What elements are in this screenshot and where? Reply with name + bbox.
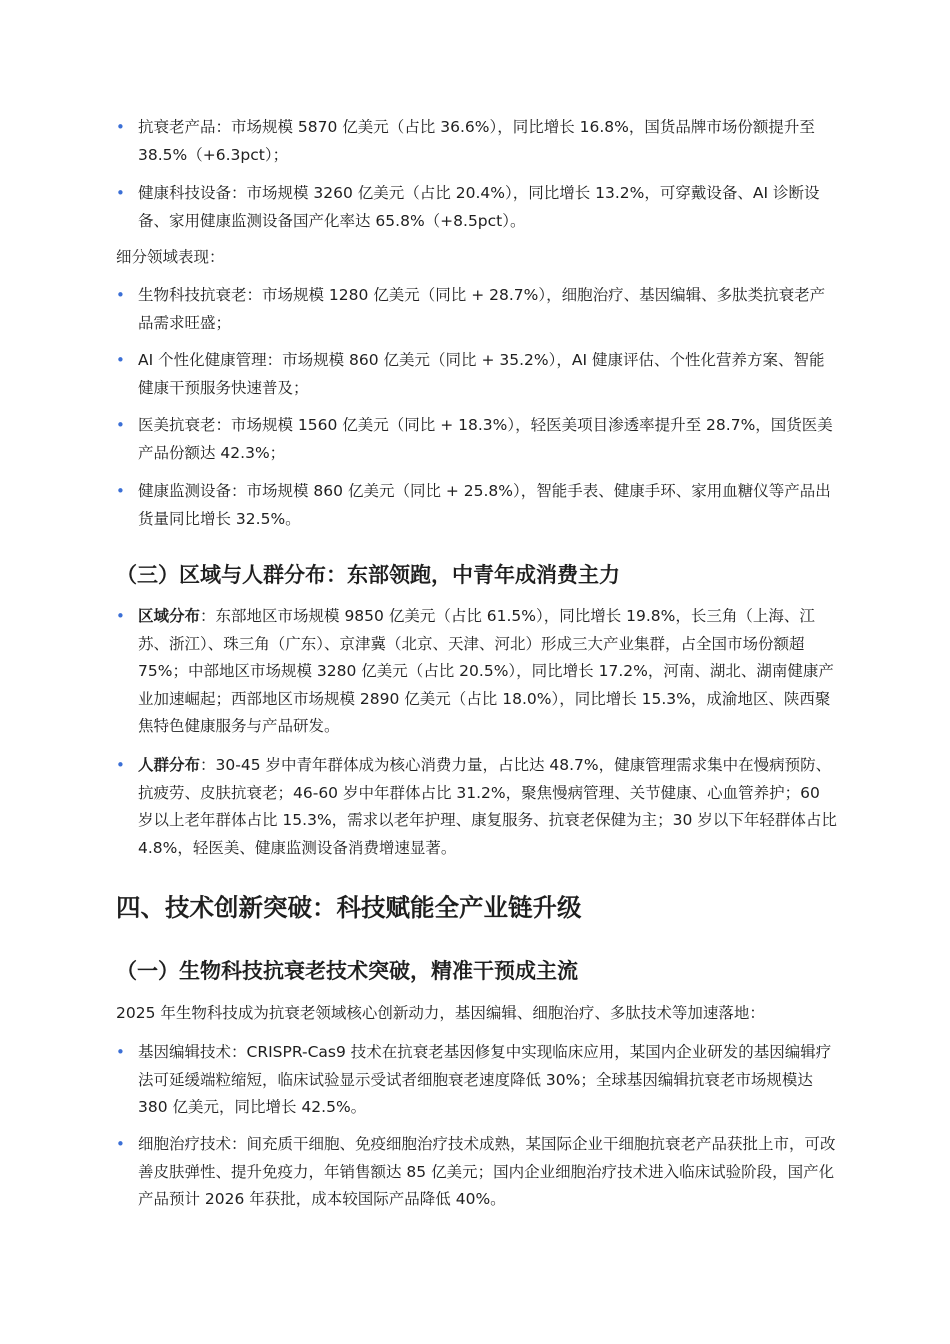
section-heading-regional: （三）区域与人群分布：东部领跑，中青年成消费主力 [116, 563, 620, 587]
list-item-text: 健康科技设备：市场规模 3260 亿美元（占比 20.4%），同比增长 13.2%，可穿戴设备、AI 诊断设备、家用健康监测设备国产化率达 65.8%（+8.5pct）。 [138, 184, 820, 230]
section-heading-biotech: （一）生物科技抗衰老技术突破，精准干预成主流 [116, 959, 578, 983]
bullet-icon: • [116, 607, 125, 625]
section-intro: 2025 年生物科技成为抗衰老领域核心创新动力，基因编辑、细胞治疗、多肽技术等加速落地： [116, 1004, 765, 1022]
list-item-text: ：东部地区市场规模 9850 亿美元（占比 61.5%），同比增长 19.8%，长三角（上海、江苏、浙江）、珠三角（广东）、京津冀（北京、天津、河北）形成三大产业集群，占全国市场份额超 75%；中部地区市场规模 3280 亿美元（占比 20.5%），同比增长 17.2%，河南、湖北、湖南健康产业加速崛起；西部地区市场规模 2890 亿美元（占比 18.0%），同比增长 15.3%，成渝地区、陕西聚焦特色健康服务与产品研发。 [138, 607, 834, 735]
list-item-text: 健康监测设备：市场规模 860 亿美元（同比 + 25.8%），智能手表、健康手环、家用血糖仪等产品出货量同比增长 32.5%。 [138, 482, 831, 528]
bullet-icon: • [116, 184, 125, 202]
list-item [116, 412, 838, 467]
segment-intro: 细分领域表现： [116, 248, 225, 266]
list-item [116, 603, 838, 741]
list-item-text: ：30-45 岁中青年群体成为核心消费力量，占比达 48.7%，健康管理需求集中在慢病预防、抗疲劳、皮肤抗衰老；46-60 岁中年群体占比 31.2%，聚焦慢病管理、关节健康、心血管养护；60 岁以上老年群体占比 15.3%，需求以老年护理、康复服务、抗衰老保健为主；30 岁以下年轻群体占比 4.8%，轻医美、健康监测设备消费增速显著。 [138, 756, 837, 857]
bullet-icon: • [116, 482, 125, 500]
list-item-text: 细胞治疗技术：间充质干细胞、免疫细胞治疗技术成熟，某国际企业干细胞抗衰老产品获批上市，可改善皮肤弹性、提升免疫力，年销售额达 85 亿美元；国内企业细胞治疗技术进入临床试验阶段，国产化产品预计 2026 年获批，成本较国际产品降低 40%。 [138, 1135, 836, 1208]
list-item [116, 1131, 838, 1214]
chapter-heading-tech-innovation: 四、技术创新突破：科技赋能全产业链升级 [116, 893, 582, 922]
list-item [116, 347, 838, 402]
list-item [116, 478, 838, 533]
list-item [116, 180, 838, 235]
list-item [116, 282, 838, 337]
bullet-icon: • [116, 1135, 125, 1153]
list-item-text: 抗衰老产品：市场规模 5870 亿美元（占比 36.6%），同比增长 16.8%，国货品牌市场份额提升至 38.5%（+6.3pct）； [138, 118, 815, 164]
list-item-text: 基因编辑技术：CRISPR-Cas9 技术在抗衰老基因修复中实现临床应用，某国内企业研发的基因编辑疗法可延缓端粒缩短，临床试验显示受试者细胞衰老速度降低 30%；全球基因编辑抗衰老市场规模达 380 亿美元，同比增长 42.5%。 [138, 1043, 832, 1116]
bullet-icon: • [116, 118, 125, 136]
list-item [116, 752, 838, 862]
list-item-label: 区域分布 [138, 607, 201, 625]
list-item-label: 人群分布 [138, 756, 201, 774]
list-item-text: AI 个性化健康管理：市场规模 860 亿美元（同比 + 35.2%），AI 健康评估、个性化营养方案、智能健康干预服务快速普及； [138, 351, 825, 397]
bullet-icon: • [116, 1043, 125, 1061]
bullet-icon: • [116, 351, 125, 369]
list-item [116, 1039, 838, 1122]
bullet-icon: • [116, 416, 125, 434]
list-item [116, 114, 838, 169]
bullet-icon: • [116, 756, 125, 774]
bullet-icon: • [116, 286, 125, 304]
list-item-text: 医美抗衰老：市场规模 1560 亿美元（同比 + 18.3%），轻医美项目渗透率提升至 28.7%，国货医美产品份额达 42.3%； [138, 416, 833, 462]
list-item-text: 生物科技抗衰老：市场规模 1280 亿美元（同比 + 28.7%），细胞治疗、基因编辑、多肽类抗衰老产品需求旺盛； [138, 286, 826, 332]
